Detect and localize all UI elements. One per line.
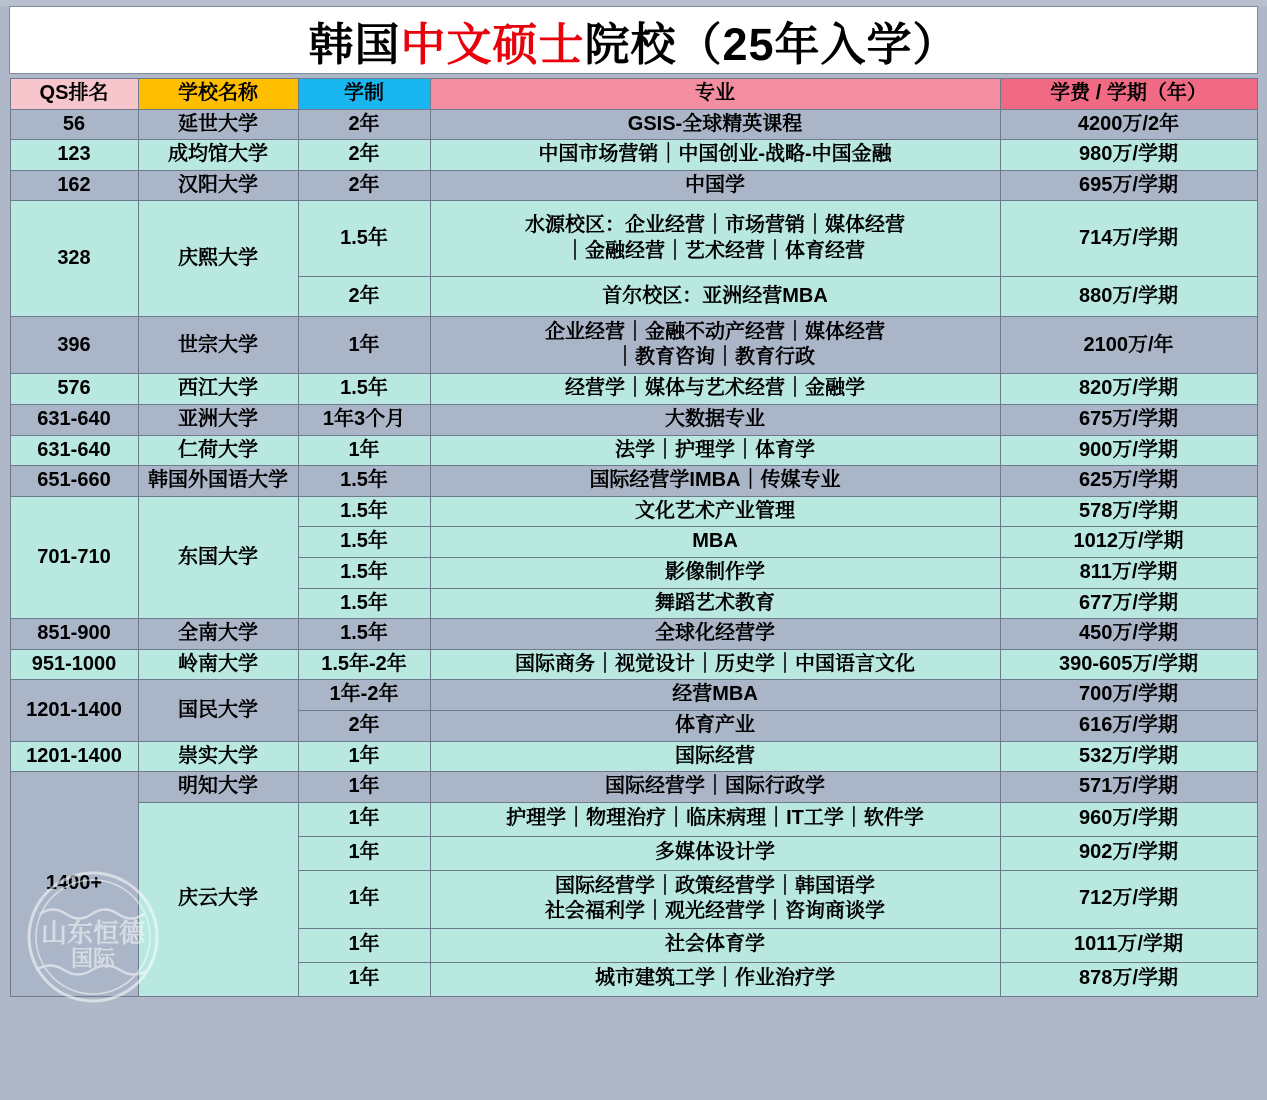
cell-tuition: 2100万/年 xyxy=(1000,317,1257,374)
cell-tuition: 677万/学期 xyxy=(1000,588,1257,619)
table-row xyxy=(10,466,1257,497)
cell-tuition: 390-605万/学期 xyxy=(1000,649,1257,680)
cell-program-length: 1.5年 xyxy=(298,588,430,619)
cell-tuition: 625万/学期 xyxy=(1000,466,1257,497)
cell-major: 国际经营 xyxy=(430,741,1000,772)
cell-major: 多媒体设计学 xyxy=(430,836,1000,870)
cell-tuition: 900万/学期 xyxy=(1000,435,1257,466)
table-row xyxy=(10,170,1257,201)
cell-major: 文化艺术产业管理 xyxy=(430,496,1000,527)
cell-school-name: 韩国外国语大学 xyxy=(138,466,298,497)
cell-tuition: 880万/学期 xyxy=(1000,277,1257,317)
cell-major: 大数据专业 xyxy=(430,404,1000,435)
cell-major: 影像制作学 xyxy=(430,557,1000,588)
cell-qs-rank: 396 xyxy=(10,317,138,374)
table-row xyxy=(10,680,1257,711)
cell-program-length: 1年 xyxy=(298,435,430,466)
cell-program-length: 1年 xyxy=(298,741,430,772)
cell-major: GSIS-全球精英课程 xyxy=(430,109,1000,140)
cell-qs-rank: 851-900 xyxy=(10,619,138,650)
cell-major: 国际经营学IMBA｜传媒专业 xyxy=(430,466,1000,497)
cell-qs-rank: 1201-1400 xyxy=(10,680,138,741)
cell-program-length: 2年 xyxy=(298,140,430,171)
cell-program-length: 1年-2年 xyxy=(298,680,430,711)
cell-school-name: 庆熙大学 xyxy=(138,201,298,317)
cell-program-length: 1年 xyxy=(298,317,430,374)
cell-school-name: 世宗大学 xyxy=(138,317,298,374)
title-highlight: 中文硕士 xyxy=(400,18,585,70)
cell-tuition: 1012万/学期 xyxy=(1000,527,1257,558)
cell-qs-rank: 162 xyxy=(10,170,138,201)
cell-major: 国际经营学｜政策经营学｜韩国语学 社会福利学｜观光经营学｜咨询商谈学 xyxy=(430,870,1000,928)
cell-qs-rank: 631-640 xyxy=(10,435,138,466)
page-title-text xyxy=(308,8,958,73)
cell-program-length: 1年3个月 xyxy=(298,404,430,435)
cell-program-length: 1.5年 xyxy=(298,374,430,405)
cell-program-length: 2年 xyxy=(298,277,430,317)
cell-qs-rank: 56 xyxy=(10,109,138,140)
cell-qs-rank: 951-1000 xyxy=(10,649,138,680)
title-part1: 韩国 xyxy=(308,18,401,70)
cell-qs-rank: 1400+ xyxy=(10,772,138,997)
cell-program-length: 2年 xyxy=(298,170,430,201)
cell-tuition: 960万/学期 xyxy=(1000,802,1257,836)
cell-program-length: 1年 xyxy=(298,772,430,803)
cell-program-length: 1.5年 xyxy=(298,496,430,527)
table-header-row xyxy=(10,79,1257,110)
cell-tuition: 616万/学期 xyxy=(1000,710,1257,741)
cell-school-name: 东国大学 xyxy=(138,496,298,618)
cell-qs-rank: 328 xyxy=(10,201,138,317)
table-row xyxy=(10,109,1257,140)
cell-program-length: 1年 xyxy=(298,802,430,836)
cell-qs-rank: 631-640 xyxy=(10,404,138,435)
cell-major: 国际经营学｜国际行政学 xyxy=(430,772,1000,803)
table-row xyxy=(10,404,1257,435)
cell-major: MBA xyxy=(430,527,1000,558)
cell-program-length: 1.5年 xyxy=(298,201,430,277)
column-header-major: 专业 xyxy=(430,79,1000,110)
cell-program-length: 1.5年 xyxy=(298,527,430,558)
cell-school-name: 庆云大学 xyxy=(138,802,298,996)
cell-program-length: 1.5年 xyxy=(298,557,430,588)
cell-tuition: 811万/学期 xyxy=(1000,557,1257,588)
cell-tuition: 878万/学期 xyxy=(1000,962,1257,996)
cell-school-name: 仁荷大学 xyxy=(138,435,298,466)
cell-tuition: 902万/学期 xyxy=(1000,836,1257,870)
cell-major: 护理学｜物理治疗｜临床病理｜IT工学｜软件学 xyxy=(430,802,1000,836)
cell-qs-rank: 651-660 xyxy=(10,466,138,497)
cell-program-length: 2年 xyxy=(298,710,430,741)
page-title xyxy=(9,6,1258,74)
cell-tuition: 532万/学期 xyxy=(1000,741,1257,772)
cell-tuition: 1011万/学期 xyxy=(1000,928,1257,962)
cell-school-name: 岭南大学 xyxy=(138,649,298,680)
cell-program-length: 1年 xyxy=(298,870,430,928)
table-row xyxy=(10,741,1257,772)
table-row xyxy=(10,435,1257,466)
cell-tuition: 578万/学期 xyxy=(1000,496,1257,527)
table-row xyxy=(10,496,1257,527)
cell-tuition: 571万/学期 xyxy=(1000,772,1257,803)
cell-tuition: 4200万/2年 xyxy=(1000,109,1257,140)
column-header-qs: QS排名 xyxy=(10,79,138,110)
table-row xyxy=(10,374,1257,405)
cell-tuition: 675万/学期 xyxy=(1000,404,1257,435)
cell-tuition: 700万/学期 xyxy=(1000,680,1257,711)
cell-tuition: 712万/学期 xyxy=(1000,870,1257,928)
spreadsheet-canvas xyxy=(0,6,1267,1100)
table-row xyxy=(10,317,1257,374)
cell-major: 中国学 xyxy=(430,170,1000,201)
cell-major: 经营学｜媒体与艺术经营｜金融学 xyxy=(430,374,1000,405)
table-row xyxy=(10,619,1257,650)
table-body xyxy=(10,109,1257,996)
cell-school-name: 延世大学 xyxy=(138,109,298,140)
cell-tuition: 450万/学期 xyxy=(1000,619,1257,650)
cell-program-length: 1年 xyxy=(298,928,430,962)
table-row xyxy=(10,772,1257,803)
cell-tuition: 820万/学期 xyxy=(1000,374,1257,405)
cell-school-name: 汉阳大学 xyxy=(138,170,298,201)
cell-major: 水源校区：企业经营｜市场营销｜媒体经营 ｜金融经营｜艺术经营｜体育经营 xyxy=(430,201,1000,277)
table-row xyxy=(10,140,1257,171)
cell-program-length: 1.5年-2年 xyxy=(298,649,430,680)
cell-program-length: 1年 xyxy=(298,836,430,870)
programs-table xyxy=(10,78,1258,997)
cell-major: 社会体育学 xyxy=(430,928,1000,962)
svg-text:国际: 国际 xyxy=(70,946,116,971)
column-header-length: 学制 xyxy=(298,79,430,110)
column-header-fee: 学费 / 学期（年） xyxy=(1000,79,1257,110)
table-row xyxy=(10,201,1257,277)
cell-tuition: 695万/学期 xyxy=(1000,170,1257,201)
cell-school-name: 明知大学 xyxy=(138,772,298,803)
table-row xyxy=(10,802,1257,836)
cell-school-name: 西江大学 xyxy=(138,374,298,405)
cell-qs-rank: 576 xyxy=(10,374,138,405)
cell-school-name: 成均馆大学 xyxy=(138,140,298,171)
cell-tuition: 980万/学期 xyxy=(1000,140,1257,171)
cell-major: 首尔校区：亚洲经营MBA xyxy=(430,277,1000,317)
cell-major: 中国市场营销｜中国创业-战略-中国金融 xyxy=(430,140,1000,171)
cell-major: 舞蹈艺术教育 xyxy=(430,588,1000,619)
cell-major: 全球化经营学 xyxy=(430,619,1000,650)
cell-major: 体育产业 xyxy=(430,710,1000,741)
cell-major: 法学｜护理学｜体育学 xyxy=(430,435,1000,466)
cell-school-name: 全南大学 xyxy=(138,619,298,650)
cell-qs-rank: 123 xyxy=(10,140,138,171)
cell-program-length: 2年 xyxy=(298,109,430,140)
cell-tuition: 714万/学期 xyxy=(1000,201,1257,277)
cell-major: 经营MBA xyxy=(430,680,1000,711)
cell-major: 国际商务｜视觉设计｜历史学｜中国语言文化 xyxy=(430,649,1000,680)
cell-qs-rank: 1201-1400 xyxy=(10,741,138,772)
title-part2: 院校（25年入学） xyxy=(584,18,959,70)
cell-qs-rank: 701-710 xyxy=(10,496,138,618)
cell-school-name: 亚洲大学 xyxy=(138,404,298,435)
cell-school-name: 崇实大学 xyxy=(138,741,298,772)
table-row xyxy=(10,649,1257,680)
cell-school-name: 国民大学 xyxy=(138,680,298,741)
cell-program-length: 1.5年 xyxy=(298,466,430,497)
cell-program-length: 1年 xyxy=(298,962,430,996)
cell-program-length: 1.5年 xyxy=(298,619,430,650)
cell-major: 城市建筑工学｜作业治疗学 xyxy=(430,962,1000,996)
cell-major: 企业经营｜金融不动产经营｜媒体经营 ｜教育咨询｜教育行政 xyxy=(430,317,1000,374)
column-header-school: 学校名称 xyxy=(138,79,298,110)
svg-text:山东恒德: 山东恒德 xyxy=(40,918,146,948)
